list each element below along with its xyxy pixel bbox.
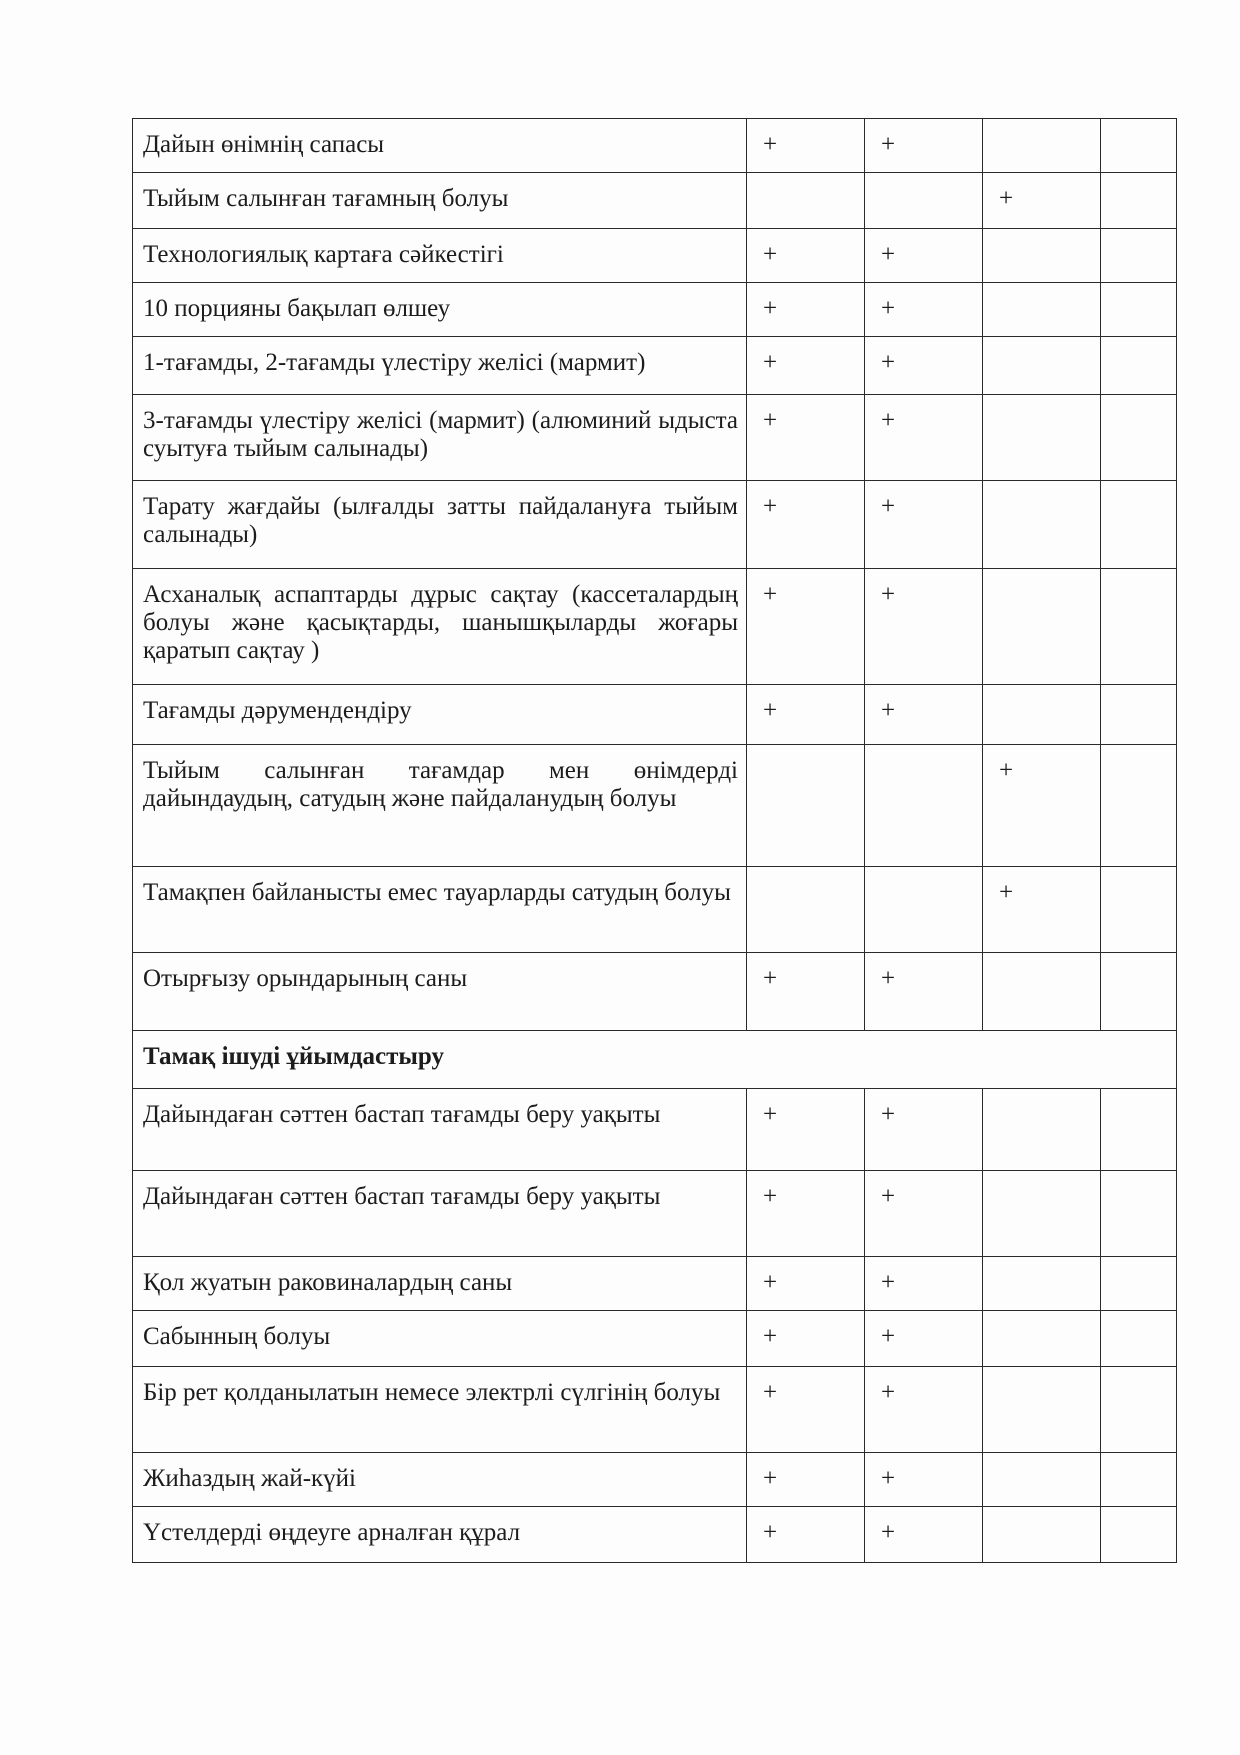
criterion-cell: Тарату жағдайы (ылғалды затты пайдалануға тыйым салынады) bbox=[133, 481, 747, 569]
table-row bbox=[133, 867, 1177, 953]
mark-cell-col4 bbox=[1101, 1257, 1177, 1311]
table-row bbox=[133, 1171, 1177, 1257]
mark-cell-col2: + bbox=[865, 953, 983, 1031]
mark-cell-col3 bbox=[983, 1367, 1101, 1453]
mark-cell-col3 bbox=[983, 569, 1101, 685]
mark-cell-col1: + bbox=[747, 395, 865, 481]
criterion-cell: Сабынның болуы bbox=[133, 1311, 747, 1367]
mark-cell-col3 bbox=[983, 1311, 1101, 1367]
mark-cell-col1: + bbox=[747, 1089, 865, 1171]
table-row bbox=[133, 685, 1177, 745]
criterion-cell: 3-тағамды үлестіру желісі (мармит) (алюминий ыдыста суытуға тыйым салынады) bbox=[133, 395, 747, 481]
mark-cell-col1: + bbox=[747, 1171, 865, 1257]
mark-cell-col1: + bbox=[747, 119, 865, 173]
table-row bbox=[133, 283, 1177, 337]
criterion-cell: 1-тағамды, 2-тағамды үлестіру желісі (мармит) bbox=[133, 337, 747, 395]
mark-cell-col4 bbox=[1101, 1089, 1177, 1171]
mark-cell-col2: + bbox=[865, 337, 983, 395]
table-row bbox=[133, 229, 1177, 283]
table-row bbox=[133, 1367, 1177, 1453]
mark-cell-col4 bbox=[1101, 1507, 1177, 1563]
mark-cell-col2: + bbox=[865, 283, 983, 337]
criterion-cell: Тағамды дәрумендендіру bbox=[133, 685, 747, 745]
criterion-cell: Дайындаған сәттен бастап тағамды беру уақыты bbox=[133, 1171, 747, 1257]
mark-cell-col2 bbox=[865, 867, 983, 953]
criterion-cell: Тыйым салынған тағамның болуы bbox=[133, 173, 747, 229]
table-row bbox=[133, 1311, 1177, 1367]
mark-cell-col3 bbox=[983, 481, 1101, 569]
mark-cell-col3: + bbox=[983, 173, 1101, 229]
table-row bbox=[133, 953, 1177, 1031]
criterion-cell: Асханалық аспаптарды дұрыс сақтау (кассеталардың болуы және қасықтарды, шанышқыларды жоғары қаратып сақтау ) bbox=[133, 569, 747, 685]
mark-cell-col1: + bbox=[747, 1507, 865, 1563]
mark-cell-col3 bbox=[983, 337, 1101, 395]
criterion-cell: Тамақпен байланысты емес тауарларды сатудың болуы bbox=[133, 867, 747, 953]
table-row bbox=[133, 1257, 1177, 1311]
mark-cell-col3: + bbox=[983, 745, 1101, 867]
checklist-table bbox=[132, 118, 1177, 1563]
table-row bbox=[133, 173, 1177, 229]
mark-cell-col2: + bbox=[865, 1257, 983, 1311]
table-row bbox=[133, 1089, 1177, 1171]
mark-cell-col1: + bbox=[747, 1367, 865, 1453]
mark-cell-col4 bbox=[1101, 481, 1177, 569]
mark-cell-col1: + bbox=[747, 337, 865, 395]
mark-cell-col3 bbox=[983, 1257, 1101, 1311]
mark-cell-col4 bbox=[1101, 745, 1177, 867]
mark-cell-col2: + bbox=[865, 685, 983, 745]
mark-cell-col2: + bbox=[865, 1453, 983, 1507]
table-row bbox=[133, 1453, 1177, 1507]
criterion-cell: 10 порцияны бақылап өлшеу bbox=[133, 283, 747, 337]
mark-cell-col1: + bbox=[747, 229, 865, 283]
mark-cell-col2 bbox=[865, 745, 983, 867]
table-row bbox=[133, 1507, 1177, 1563]
table-row bbox=[133, 119, 1177, 173]
mark-cell-col4 bbox=[1101, 119, 1177, 173]
mark-cell-col1 bbox=[747, 745, 865, 867]
mark-cell-col1: + bbox=[747, 1453, 865, 1507]
criterion-cell: Тыйым салынған тағамдар мен өнімдерді дайындаудың, сатудың және пайдаланудың болуы bbox=[133, 745, 747, 867]
mark-cell-col4 bbox=[1101, 867, 1177, 953]
mark-cell-col2: + bbox=[865, 395, 983, 481]
mark-cell-col4 bbox=[1101, 337, 1177, 395]
mark-cell-col3 bbox=[983, 1453, 1101, 1507]
mark-cell-col3 bbox=[983, 395, 1101, 481]
mark-cell-col1 bbox=[747, 867, 865, 953]
mark-cell-col4 bbox=[1101, 569, 1177, 685]
mark-cell-col4 bbox=[1101, 229, 1177, 283]
mark-cell-col4 bbox=[1101, 685, 1177, 745]
mark-cell-col3: + bbox=[983, 867, 1101, 953]
mark-cell-col2: + bbox=[865, 1367, 983, 1453]
mark-cell-col2: + bbox=[865, 569, 983, 685]
section-title: Тамақ ішуді ұйымдастыру bbox=[133, 1031, 1177, 1089]
criterion-cell: Отырғызу орындарының саны bbox=[133, 953, 747, 1031]
mark-cell-col4 bbox=[1101, 1171, 1177, 1257]
mark-cell-col4 bbox=[1101, 1453, 1177, 1507]
criterion-cell: Дайындаған сәттен бастап тағамды беру уақыты bbox=[133, 1089, 747, 1171]
mark-cell-col1: + bbox=[747, 569, 865, 685]
mark-cell-col1: + bbox=[747, 953, 865, 1031]
mark-cell-col2: + bbox=[865, 481, 983, 569]
mark-cell-col2: + bbox=[865, 1311, 983, 1367]
mark-cell-col3 bbox=[983, 1171, 1101, 1257]
mark-cell-col1: + bbox=[747, 685, 865, 745]
mark-cell-col2: + bbox=[865, 229, 983, 283]
mark-cell-col3 bbox=[983, 685, 1101, 745]
criterion-cell: Бір рет қолданылатын немесе электрлі сүлгінің болуы bbox=[133, 1367, 747, 1453]
table-row bbox=[133, 481, 1177, 569]
section-header-row bbox=[133, 1031, 1177, 1089]
mark-cell-col2: + bbox=[865, 1507, 983, 1563]
criterion-cell: Жиһаздың жай-күйі bbox=[133, 1453, 747, 1507]
mark-cell-col2 bbox=[865, 173, 983, 229]
mark-cell-col2: + bbox=[865, 119, 983, 173]
mark-cell-col4 bbox=[1101, 173, 1177, 229]
mark-cell-col2: + bbox=[865, 1089, 983, 1171]
mark-cell-col3 bbox=[983, 1089, 1101, 1171]
mark-cell-col2: + bbox=[865, 1171, 983, 1257]
mark-cell-col3 bbox=[983, 1507, 1101, 1563]
mark-cell-col1: + bbox=[747, 1311, 865, 1367]
table-row bbox=[133, 337, 1177, 395]
criterion-cell: Қол жуатын раковиналардың саны bbox=[133, 1257, 747, 1311]
mark-cell-col4 bbox=[1101, 283, 1177, 337]
mark-cell-col3 bbox=[983, 119, 1101, 173]
criterion-cell: Технологиялық картаға сәйкестігі bbox=[133, 229, 747, 283]
mark-cell-col1: + bbox=[747, 283, 865, 337]
criterion-cell: Үстелдерді өңдеуге арналған құрал bbox=[133, 1507, 747, 1563]
mark-cell-col4 bbox=[1101, 1311, 1177, 1367]
mark-cell-col4 bbox=[1101, 953, 1177, 1031]
mark-cell-col3 bbox=[983, 229, 1101, 283]
mark-cell-col1 bbox=[747, 173, 865, 229]
table-row bbox=[133, 395, 1177, 481]
table-row bbox=[133, 745, 1177, 867]
criterion-cell: Дайын өнімнің сапасы bbox=[133, 119, 747, 173]
mark-cell-col3 bbox=[983, 953, 1101, 1031]
mark-cell-col1: + bbox=[747, 1257, 865, 1311]
mark-cell-col4 bbox=[1101, 395, 1177, 481]
mark-cell-col3 bbox=[983, 283, 1101, 337]
table-row bbox=[133, 569, 1177, 685]
mark-cell-col1: + bbox=[747, 481, 865, 569]
mark-cell-col4 bbox=[1101, 1367, 1177, 1453]
